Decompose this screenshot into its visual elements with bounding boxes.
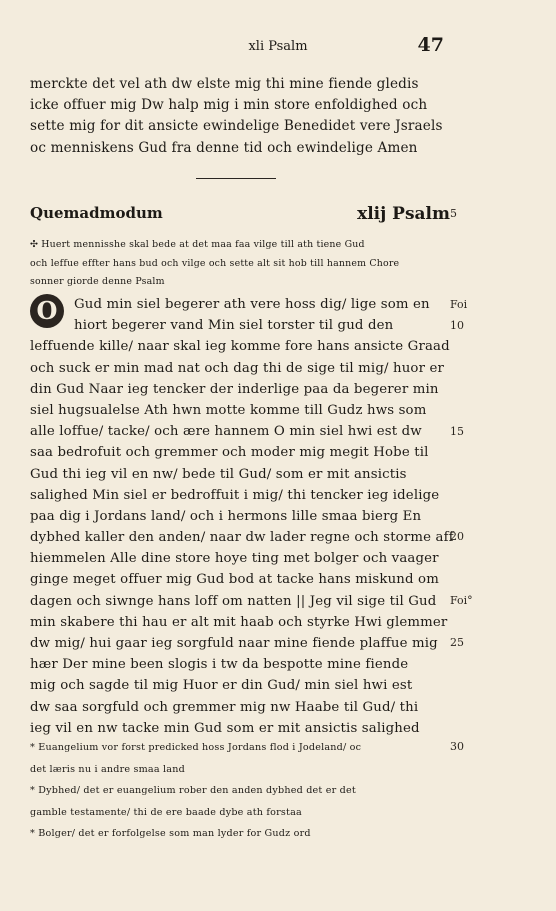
footnotes xyxy=(30,737,450,845)
closing-verse-block xyxy=(30,74,450,159)
body-line: salighed Min siel er bedroffuit i mig/ thi tencker ieg idelige xyxy=(30,487,440,503)
intro-line: ✣ Huert mennisshe skal bede at det maa faa vilge till ath tiene Gud xyxy=(30,239,365,250)
psalm-heading xyxy=(30,204,450,226)
body-line: dw saa sorgfuld och gremmer mig nw Haabe til Gud/ thi xyxy=(30,699,419,715)
body-line: dw mig/ hui gaar ieg sorgfuld naar mine fiende plaffue mig xyxy=(30,636,438,651)
page-number: 47 xyxy=(417,34,444,56)
footnote-line: * Bolger/ det er forfolgelse som man lyder for Gudz ord xyxy=(30,828,311,839)
margin-line-number: 20 xyxy=(450,530,464,543)
margin-line-number: 25 xyxy=(450,636,464,649)
body-line: leffuende kille/ naar skal ieg komme fore hans ansicte Graad xyxy=(30,339,450,355)
body-line: paa dig i Jordans land/ och i hermons lille smaa bierg En xyxy=(30,508,422,524)
section-divider xyxy=(196,178,276,179)
margin-line-number: 15 xyxy=(450,425,464,438)
body-line: ieg vil en nw tacke min Gud som er mit ansictis salighed xyxy=(30,720,420,736)
body-line: Gud thi ieg vil en nw/ bede til Gud/ som er mit ansictis xyxy=(30,466,407,482)
body-line: dagen och siwnge hans loff om natten || Jeg vil sige til Gud xyxy=(30,593,437,609)
footnote-line: gamble testamente/ thi de ere baade dybe ath forstaa xyxy=(30,806,302,818)
page-header xyxy=(0,36,556,58)
running-title: xli Psalm xyxy=(248,39,308,54)
margin-line-number: 10 xyxy=(450,319,464,332)
body-line: hiort begerer vand Min siel torster til gud den xyxy=(74,318,394,334)
body-line: och suck er min mad nat och dag thi de sige til mig/ huor er xyxy=(30,360,444,376)
psalm-body xyxy=(30,294,454,739)
drop-cap-initial: O xyxy=(30,294,64,328)
body-line: hiemmelen Alle dine store hoye ting met bolger och vaager xyxy=(30,551,439,567)
psalm-incipit: Quemadmodum xyxy=(30,204,163,222)
body-line: dybhed kaller den anden/ naar dw lader regne och storme aff xyxy=(30,530,454,546)
text-line: oc menniskens Gud fra denne tid och ewindelige Amen xyxy=(30,139,418,156)
body-line: saa bedrofuit och gremmer och moder mig megit Hobe til xyxy=(30,445,429,461)
text-line: sette mig for dit ansicte ewindelige Benedidet vere Jsraels xyxy=(30,118,443,135)
footnote-line: * Dybhed/ det er euangelium rober den anden dybhed det er det xyxy=(30,785,356,796)
body-line: mig och sagde til mig Huor er din Gud/ min siel hwi est xyxy=(30,678,413,694)
body-line: siel hugsualelse Ath hwn motte komme till Gudz hws som xyxy=(30,402,427,418)
intro-line: och leffue effter hans bud och vilge och sette alt sit hob till hannem Chore xyxy=(30,257,400,269)
body-line: din Gud Naar ieg tencker der inderlige paa da begerer min xyxy=(30,381,439,397)
margin-reference: Foi xyxy=(450,298,468,311)
psalm-introduction xyxy=(30,236,450,292)
text-line: icke offuer mig Dw halp mig i min store enfoldighed och xyxy=(30,97,428,114)
body-line: min skabere thi hau er alt mit haab och styrke Hwi glemmer xyxy=(30,614,448,630)
margin-line-number: 5 xyxy=(450,207,457,220)
body-line: ginge meget offuer mig Gud bod at tacke hans miskund om xyxy=(30,572,439,588)
psalm-number: xlij Psalm xyxy=(357,204,450,224)
body-line: Gud min siel begerer ath vere hoss dig/ lige som en xyxy=(74,297,430,312)
footnote-line: det læris nu i andre smaa land xyxy=(30,763,185,775)
footnote-line: * Euangelium vor forst predicked hoss Jordans flod i Jodeland/ oc xyxy=(30,742,362,753)
margin-reference: Foi° xyxy=(450,594,473,607)
margin-line-number: 30 xyxy=(450,740,464,753)
text-line: merckte det vel ath dw elste mig thi mine fiende gledis xyxy=(30,76,419,92)
body-line: alle loffue/ tacke/ och ære hannem O min siel hwi est dw xyxy=(30,424,422,440)
intro-line: sonner giorde denne Psalm xyxy=(30,276,165,287)
body-line: hær Der mine been slogis i tw da bespotte mine fiende xyxy=(30,657,409,673)
